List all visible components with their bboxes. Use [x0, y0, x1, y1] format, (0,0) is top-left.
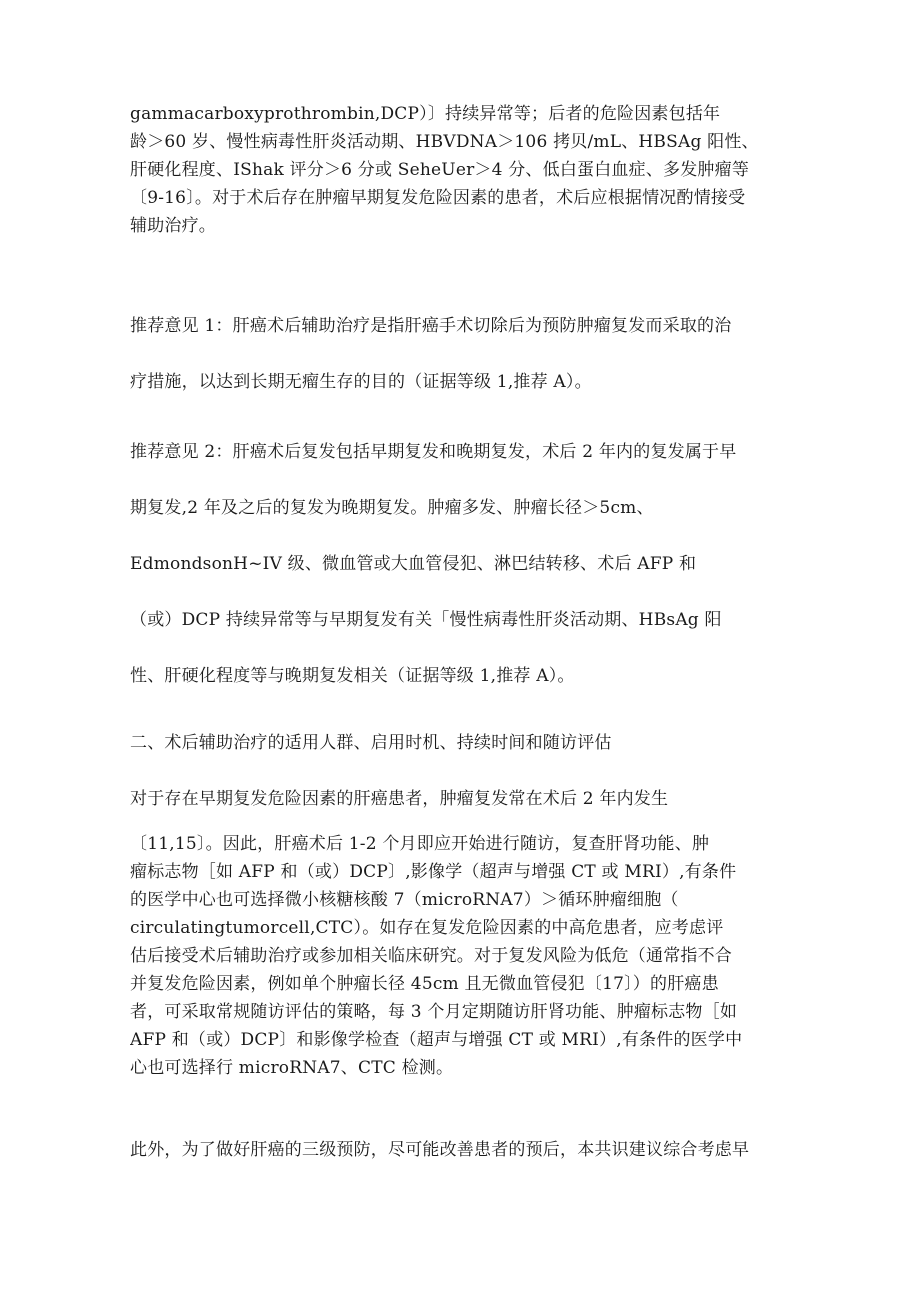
text-line: 推荐意见 1：肝癌术后辅助治疗是指肝癌手术切除后为预防肿瘤复发而采取的治 [130, 316, 732, 336]
paragraph-prevention [130, 1122, 800, 1178]
paragraph-follow-up [130, 830, 800, 1082]
section-intro: 对于存在早期复发危险因素的肝癌患者，肿瘤复发常在术后 2 年内发生 [130, 789, 669, 809]
text-line: （或）DCP 持续异常等与早期复发有关「慢性病毒性肝炎活动期、HBsAg 阳 [130, 610, 722, 630]
text-line: 估后接受术后辅助治疗或参加相关临床研究。对于复发风险为低危（通常指不合 [130, 946, 732, 966]
text-line: 者，可采取常规随访评估的策略，每 3 个月定期随访肝肾功能、肿瘤标志物［如 [130, 1002, 738, 1022]
paragraph-risk-factors [130, 100, 800, 240]
text-line: 〔9-16〕。对于术后存在肿瘤早期复发危险因素的患者，术后应根据情况酌情接受 [130, 188, 746, 208]
text-line: gammacarboxyprothrombin,DCP）〕持续异常等；后者的危险因素包括年 [130, 104, 721, 124]
text-line: 心也可选择行 microRNA7、CTC 检测。 [130, 1058, 454, 1078]
recommendation-1 [130, 298, 800, 410]
text-line: 并复发危险因素，例如单个肿瘤长径 45cm 且无微血管侵犯〔17〕）的肝癌患 [130, 974, 719, 994]
text-line: circulatingtumorcell,CTC）。如存在复发危险因素的中高危患者，应考虑评 [130, 918, 724, 938]
text-line: EdmondsonH~IV 级、微血管或大血管侵犯、淋巴结转移、术后 AFP 和 [130, 554, 697, 574]
text-line: 辅助治疗。 [130, 216, 216, 236]
text-line: 的医学中心也可选择微小核糖核酸 7（microRNA7）＞循环肿瘤细胞（ [130, 890, 679, 910]
section-2 [130, 715, 800, 827]
section-heading: 二、术后辅助治疗的适用人群、启用时机、持续时间和随访评估 [130, 733, 612, 753]
text-line: AFP 和（或）DCP〕和影像学检查（超声与增强 CT 或 MRI）,有条件的医学中 [130, 1030, 743, 1050]
text-line: 肝硬化程度、IShak 评分＞6 分或 SeheUer＞4 分、低白蛋白血症、多发肿瘤等 [130, 160, 750, 180]
recommendation-2 [130, 424, 800, 704]
text-line: 期复发,2 年及之后的复发为晚期复发。肿瘤多发、肿瘤长径＞5cm、 [130, 498, 654, 518]
text-line: 性、肝硬化程度等与晚期复发相关（证据等级 1,推荐 A）。 [130, 666, 575, 686]
text-line: 龄＞60 岁、慢性病毒性肝炎活动期、HBVDNA＞106 拷贝/mL、HBSAg 阳性、 [130, 132, 759, 152]
text-line: 瘤标志物［如 AFP 和（或）DCP〕,影像学（超声与增强 CT 或 MRI）,有条件 [130, 862, 737, 882]
text-line: 此外，为了做好肝癌的三级预防，尽可能改善患者的预后，本共识建议综合考虑早 [130, 1140, 750, 1160]
text-line: 〔11,15〕。因此，肝癌术后 1-2 个月即应开始进行随访，复查肝肾功能、肿 [130, 834, 710, 854]
text-line: 推荐意见 2：肝癌术后复发包括早期复发和晚期复发，术后 2 年内的复发属于早 [130, 442, 737, 462]
text-line: 疗措施，以达到长期无瘤生存的目的（证据等级 1,推荐 A）。 [130, 372, 592, 392]
